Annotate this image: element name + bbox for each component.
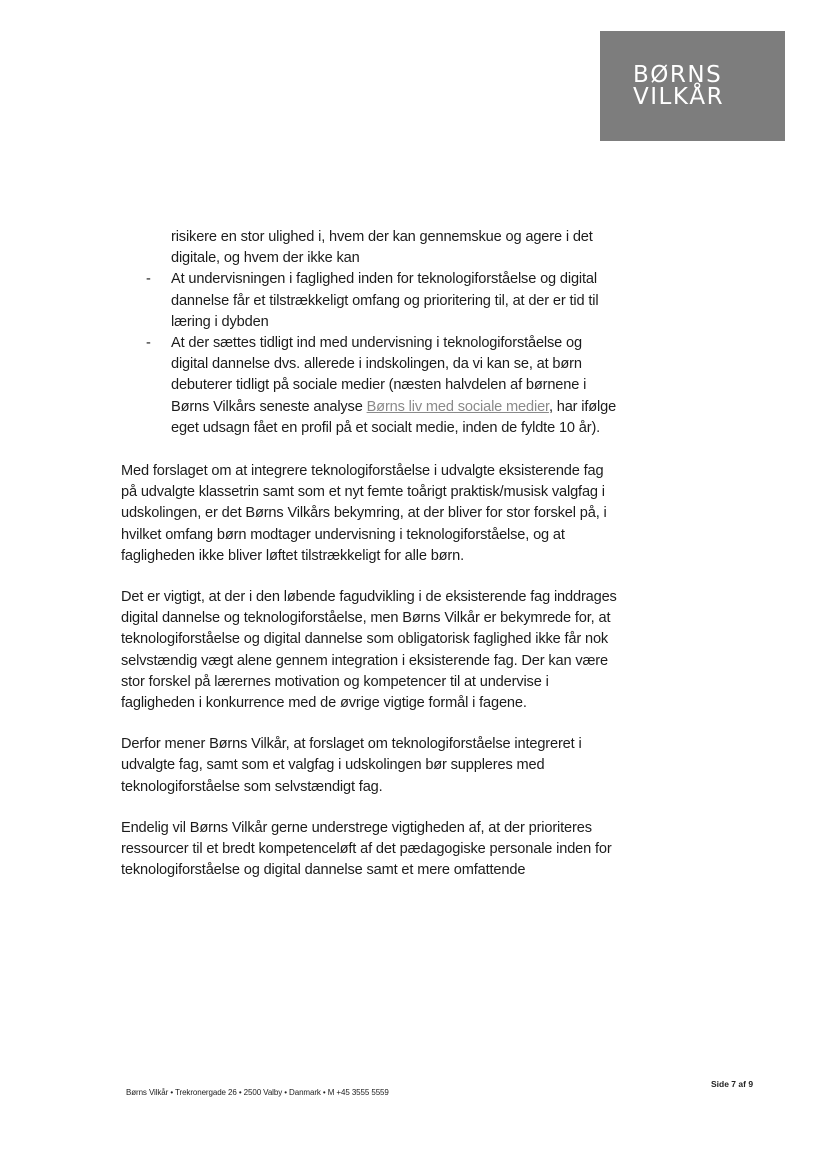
- list-item-text-before: At der sættes tidligt ind med undervisning i teknologiforståelse og digital dannelse dvs. allerede i indskolingen, da vi kan se, at børn debuterer tidligt på sociale medier (næsten halvdelen af børnene i Børns Vilkårs seneste analyse: [171, 335, 587, 415]
- document-body: [121, 227, 621, 881]
- paragraph: Med forslaget om at integrere teknologiforståelse i udvalgte eksisterende fag på udvalgte klassetrin samt som et nyt femte toårigt praktisk/musisk valgfag i udskolingen, er det Børns Vilkårs bekymring, at der bliver for stor forskel på, i hvilket omfang børn modtager undervisning i teknologiforståelse, og at fagligheden ikke bliver løftet tilstrækkeligt for alle børn.: [121, 463, 607, 564]
- footer-address: Børns Vilkår • Trekronergade 26 • 2500 Valby • Danmark • M +45 3555 5559: [126, 1088, 389, 1097]
- logo-line-1: BØRNS: [633, 62, 723, 88]
- list-dash: -: [146, 271, 151, 288]
- list-item: [121, 269, 621, 333]
- paragraph: Endelig vil Børns Vilkår gerne understrege vigtigheden af, at der prioriteres ressourcer til et bredt kompetenceløft af det pædagogiske personale inden for teknologiforståelse og digital dannelse samt et mere omfattende: [121, 819, 612, 879]
- analysis-link[interactable]: Børns liv med sociale medier: [366, 398, 549, 415]
- list-item-continuation: risikere en stor ulighed i, hvem der kan gennemskue og agere i det digitale, og hvem der ikke kan: [171, 229, 593, 267]
- list-dash: -: [146, 335, 151, 352]
- page-number: Side 7 af 9: [711, 1079, 754, 1089]
- brand-logo: [600, 31, 785, 141]
- list-item-text: At undervisningen i faglighed inden for teknologiforståelse og digital dannelse får et tilstrækkeligt omfang og prioritering til, at der er tid til læring i dybden: [171, 271, 599, 330]
- paragraph: Det er vigtigt, at der i den løbende fagudvikling i de eksisterende fag inddrages digital dannelse og teknologiforståelse, men Børns Vilkår er bekymrede for, at teknologiforståelse og digital dannelse som obligatorisk faglighed ikke får nok selvstændig vægt alene gennem integration i eksisterende fag. Der kan være stor forskel på lærernes motivation og kompetencer til at undervise i fagligheden i konkurrence med de øvrige vigtige formål i fagene.: [121, 589, 617, 712]
- logo-line-2: VILKÅR: [633, 84, 725, 110]
- list-item: [121, 333, 621, 439]
- bullet-list: [121, 227, 621, 439]
- list-item-text-after: , har ifølge eget udsagn fået en profil på et socialt medie, inden de fyldte 10 år).: [171, 398, 617, 436]
- paragraph: Derfor mener Børns Vilkår, at forslaget om teknologiforståelse integreret i udvalgte fag, samt som et valgfag i udskolingen bør suppleres med teknologiforståelse som selvstændigt fag.: [121, 736, 582, 795]
